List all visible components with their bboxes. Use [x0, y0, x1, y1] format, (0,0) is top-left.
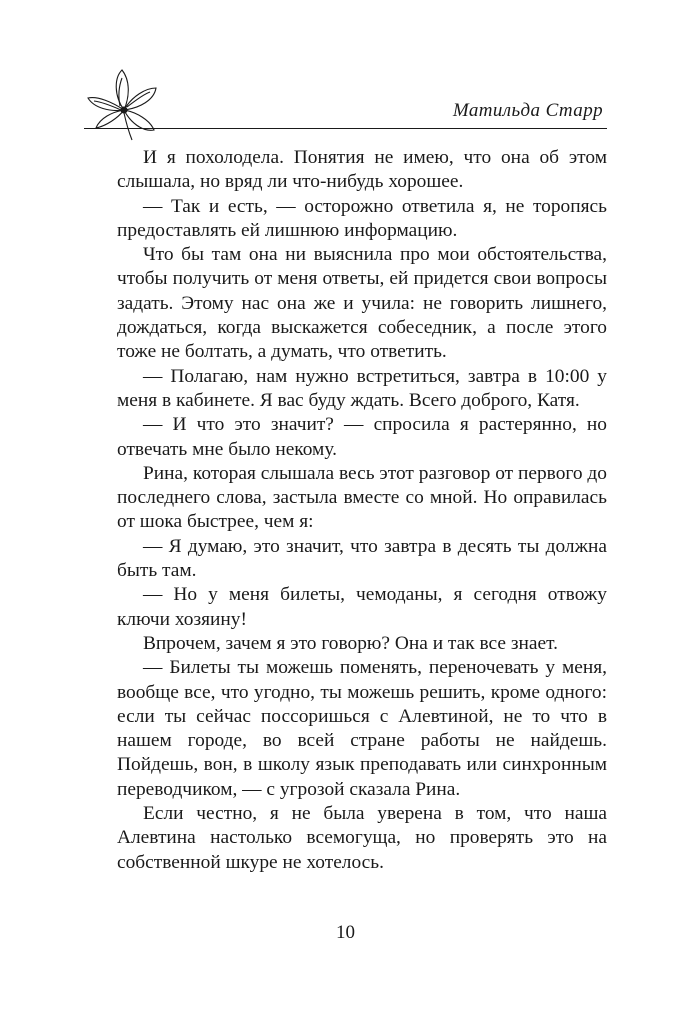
paragraph: — Так и есть, — осторожно ответила я, не торопясь предоставлять ей лишнюю информацию. — [117, 195, 607, 241]
author-name: Матильда Старр — [452, 100, 603, 121]
paragraph: И я похолодела. Понятия не имею, что она об этом слышала, но вряд ли что-нибудь хорошее. — [117, 147, 607, 193]
paragraph: — И что это значит? — спросила я растерянно, но отвечать мне было некому. — [117, 414, 607, 460]
paragraph: — Полагаю, нам нужно встретиться, завтра в 10:00 у меня в кабинете. Я вас буду ждать. Всего доброго, Катя. — [117, 365, 607, 411]
flower-ornament-icon — [84, 66, 166, 146]
page-number: 10 — [336, 922, 355, 943]
paragraph: Впрочем, зачем я это говорю? Она и так все знает. — [143, 632, 558, 654]
header-rule — [84, 128, 607, 129]
paragraph: Рина, которая слышала весь этот разговор от первого до последнего слова, застыла вместе со мной. Но оправилась от шока быстрее, чем я: — [117, 462, 607, 533]
paragraph: Если честно, я не была уверена в том, что наша Алевтина настолько всемогуща, но проверять это на собственной шкуре не хотелось. — [117, 803, 607, 873]
page-text — [117, 146, 607, 875]
paragraph: — Билеты ты можешь поменять, переночевать у меня, вообще все, что угодно, ты можешь решить, кроме одного: если ты сейчас поссоришься с Алевтиной, не то что в нашем городе, во всей стране работы не найдешь. Пойдешь, вон, в школу язык преподавать или синхронным переводчиком, — с угрозой сказала Рина. — [117, 657, 607, 800]
paragraph: — Я думаю, это значит, что завтра в десять ты должна быть там. — [117, 535, 607, 582]
paragraph: — Но у меня билеты, чемоданы, я сегодня отвожу ключи хозяину! — [117, 584, 607, 630]
running-header — [0, 0, 691, 150]
paragraph: Что бы там она ни выяснила про мои обстоятельства, чтобы получить от меня ответы, ей придется свои вопросы задать. Этому нас она же и учила: не говорить лишнего, дождаться, когда выскажется собеседник, а после этого тоже не болтать, а думать, что ответить. — [117, 244, 607, 363]
